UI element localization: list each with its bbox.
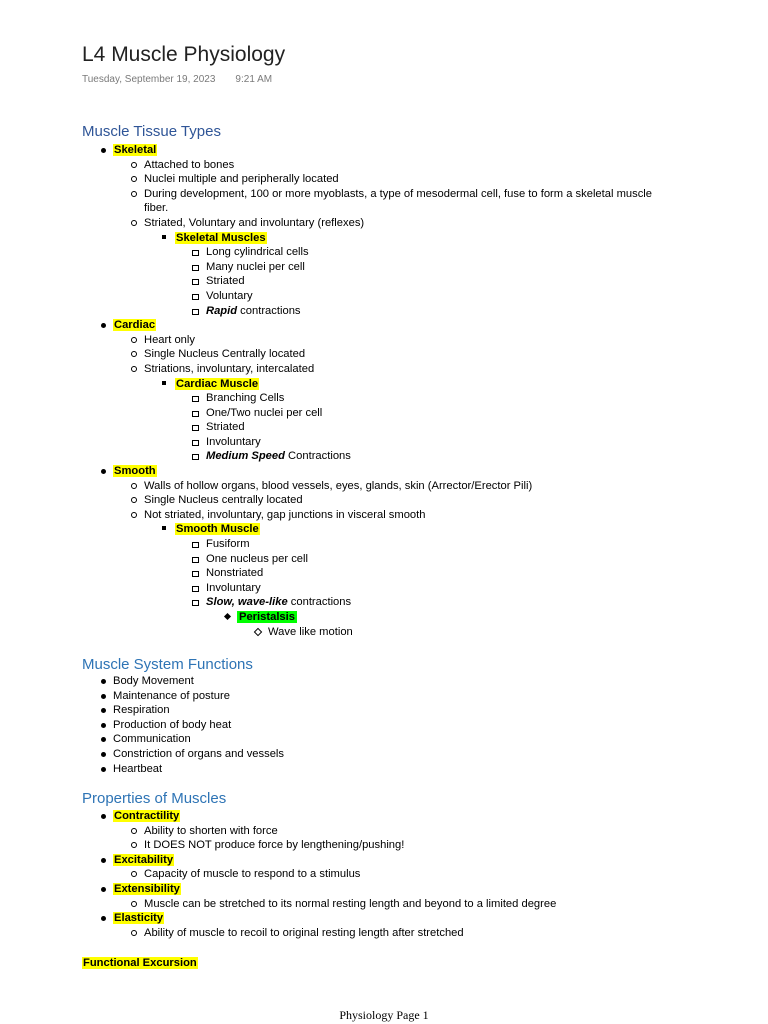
list-item	[0, 187, 768, 216]
square-bullet-icon	[162, 526, 166, 530]
list-item	[0, 318, 768, 333]
box-bullet-icon	[192, 411, 199, 417]
ring-bullet-icon	[131, 871, 137, 877]
list-item	[0, 897, 768, 912]
list-item-text: Striated	[206, 421, 245, 434]
bullet-icon	[101, 737, 106, 742]
ring-bullet-icon	[131, 220, 137, 226]
bullet-icon	[101, 814, 106, 819]
elasticity-label: Elasticity	[114, 912, 164, 925]
list-item	[0, 824, 768, 839]
list-item	[0, 420, 768, 435]
heading-muscle-tissue-types: Muscle Tissue Types	[82, 123, 221, 140]
bullet-icon	[101, 323, 106, 328]
list-item-text: Capacity of muscle to respond to a stimulus	[144, 868, 361, 881]
list-item-text: During development, 100 or more myoblasts, a type of mesodermal cell, fuse to form a skeletal muscle fiber.	[144, 187, 653, 215]
ring-bullet-icon	[131, 512, 137, 518]
list-item-text: Constriction of organs and vessels	[113, 747, 285, 760]
list-item	[0, 581, 768, 596]
list-item	[0, 391, 768, 406]
list-item-text: Fusiform	[206, 538, 250, 551]
bullet-icon	[101, 679, 106, 684]
ring-bullet-icon	[131, 176, 137, 182]
ring-bullet-icon	[131, 191, 137, 197]
box-bullet-icon	[192, 542, 199, 548]
list-item	[0, 610, 768, 625]
bullet-icon	[101, 752, 106, 757]
ring-bullet-icon	[131, 828, 137, 834]
list-item-text: Long cylindrical cells	[206, 246, 309, 259]
page-title: L4 Muscle Physiology	[82, 43, 286, 66]
list-item	[0, 853, 768, 868]
list-item-text: Single Nucleus centrally located	[144, 494, 303, 507]
heading-muscle-system-functions: Muscle System Functions	[82, 656, 253, 673]
smooth-muscle-label: Smooth Muscle	[176, 523, 259, 536]
page-timestamp	[82, 74, 272, 85]
ring-bullet-icon	[131, 337, 137, 343]
list-item-text: Attached to bones	[144, 158, 235, 171]
ring-bullet-icon	[131, 497, 137, 503]
extensibility-label: Extensibility	[114, 882, 180, 895]
list-item	[0, 347, 768, 362]
skeletal-label: Skeletal	[114, 144, 157, 156]
list-item	[0, 566, 768, 581]
bullet-icon	[101, 469, 106, 474]
list-item	[0, 537, 768, 552]
box-bullet-icon	[192, 294, 199, 300]
emphasis-text: Slow, wave-like	[206, 596, 288, 609]
list-item-text: Maintenance of posture	[113, 689, 230, 702]
list-item	[0, 809, 768, 824]
functional-excursion-label	[82, 957, 198, 969]
functions-list	[0, 674, 768, 776]
square-bullet-icon	[162, 381, 166, 385]
smooth-label: Smooth	[114, 465, 156, 478]
ring-bullet-icon	[131, 901, 137, 907]
list-item-text: Production of body heat	[113, 718, 232, 731]
bullet-icon	[101, 708, 106, 713]
cardiac-label: Cardiac	[114, 319, 156, 332]
bullet-icon	[101, 887, 106, 892]
ring-bullet-icon	[131, 483, 137, 489]
list-item-text: Communication	[113, 733, 191, 746]
square-bullet-icon	[162, 235, 166, 239]
list-item	[0, 762, 768, 777]
list-item	[0, 304, 768, 319]
list-item-text: Striations, involuntary, intercalated	[144, 362, 315, 375]
list-item	[0, 882, 768, 897]
list-item	[0, 493, 768, 508]
list-item	[0, 508, 768, 523]
bullet-icon	[101, 858, 106, 863]
list-item	[0, 747, 768, 762]
list-item-text: contractions	[237, 304, 301, 317]
list-item-text: Heart only	[144, 333, 195, 346]
box-bullet-icon	[192, 309, 199, 315]
box-bullet-icon	[192, 279, 199, 285]
box-bullet-icon	[192, 265, 199, 271]
ring-bullet-icon	[131, 351, 137, 357]
list-item-text: Single Nucleus Centrally located	[144, 348, 306, 361]
list-item-text: Nonstriated	[206, 567, 264, 580]
list-item	[0, 867, 768, 882]
list-item-text: Striated, Voluntary and involuntary (reflexes)	[144, 216, 365, 229]
list-item-text: One nucleus per cell	[206, 552, 308, 565]
list-item-text: Striated	[206, 275, 245, 288]
list-item	[0, 362, 768, 377]
ring-bullet-icon	[131, 366, 137, 372]
list-item	[0, 926, 768, 941]
list-item	[0, 732, 768, 747]
bullet-icon	[101, 916, 106, 921]
ring-bullet-icon	[131, 842, 137, 848]
ring-bullet-icon	[131, 930, 137, 936]
list-item-text: Respiration	[113, 704, 170, 717]
list-item	[0, 333, 768, 348]
list-item-text: Involuntary	[206, 435, 261, 448]
list-item-text: Many nuclei per cell	[206, 260, 305, 273]
list-item	[0, 522, 768, 537]
box-bullet-icon	[192, 600, 199, 606]
tissue-types-list	[0, 143, 768, 639]
page-date: Tuesday, September 19, 2023	[82, 74, 216, 85]
list-item	[0, 703, 768, 718]
list-item	[0, 274, 768, 289]
list-item-text: One/Two nuclei per cell	[206, 406, 323, 419]
outline-diamond-bullet-icon	[254, 627, 262, 635]
list-item-text: Nuclei multiple and peripherally located	[144, 173, 339, 186]
skeletal-muscles-label: Skeletal Muscles	[176, 231, 266, 244]
list-item-text: Voluntary	[206, 289, 253, 302]
list-item-text: Not striated, involuntary, gap junctions in visceral smooth	[144, 508, 426, 521]
list-item-text: Heartbeat	[113, 762, 163, 775]
list-item	[0, 172, 768, 187]
box-bullet-icon	[192, 440, 199, 446]
bullet-icon	[101, 148, 106, 153]
list-item-text: Walls of hollow organs, blood vessels, eyes, glands, skin (Arrector/Erector Pili)	[144, 479, 533, 492]
list-item	[0, 231, 768, 246]
functional-excursion-text: Functional Excursion	[83, 957, 197, 969]
list-item	[0, 674, 768, 689]
list-item	[0, 435, 768, 450]
box-bullet-icon	[192, 557, 199, 563]
page-footer: Physiology Page 1	[339, 1008, 429, 1022]
list-item	[0, 289, 768, 304]
box-bullet-icon	[192, 396, 199, 402]
list-item	[0, 911, 768, 926]
list-item	[0, 143, 768, 158]
box-bullet-icon	[192, 586, 199, 592]
peristalsis-label: Peristalsis	[239, 611, 295, 623]
list-item-text: Ability of muscle to recoil to original resting length after stretched	[144, 926, 464, 939]
list-item-text: Contractions	[284, 450, 351, 463]
list-item	[0, 449, 768, 464]
box-bullet-icon	[192, 571, 199, 577]
list-item	[0, 245, 768, 260]
list-item	[0, 625, 768, 640]
emphasis-text: Rapid	[206, 304, 238, 317]
diamond-bullet-icon	[224, 613, 231, 620]
list-item-text: It DOES NOT produce force by lengthening/pushing!	[144, 839, 405, 852]
properties-list	[0, 809, 768, 940]
bullet-icon	[101, 694, 106, 699]
list-item-text: Wave like motion	[268, 625, 353, 638]
list-item	[0, 260, 768, 275]
list-item	[0, 158, 768, 173]
list-item-text: Body Movement	[113, 675, 194, 687]
list-item	[0, 718, 768, 733]
page-time: 9:21 AM	[235, 74, 273, 85]
list-item-text: Involuntary	[206, 581, 261, 594]
excitability-label: Excitability	[114, 853, 174, 866]
list-item	[0, 689, 768, 704]
box-bullet-icon	[192, 454, 199, 460]
contractility-label: Contractility	[114, 810, 180, 822]
list-item-text: contractions	[287, 596, 352, 609]
box-bullet-icon	[192, 425, 199, 431]
list-item	[0, 552, 768, 567]
list-item	[0, 406, 768, 421]
list-item-text: Branching Cells	[206, 392, 285, 405]
list-item-text: Ability to shorten with force	[144, 824, 278, 837]
heading-properties-of-muscles: Properties of Muscles	[82, 790, 227, 807]
list-item	[0, 838, 768, 853]
bullet-icon	[101, 767, 106, 772]
list-item	[0, 479, 768, 494]
list-item	[0, 216, 768, 231]
list-item	[0, 377, 768, 392]
list-item-text: Muscle can be stretched to its normal resting length and beyond to a limited degree	[144, 897, 557, 910]
box-bullet-icon	[192, 250, 199, 256]
bullet-icon	[101, 723, 106, 728]
cardiac-muscle-label: Cardiac Muscle	[176, 377, 259, 390]
list-item	[0, 464, 768, 479]
ring-bullet-icon	[131, 162, 137, 168]
emphasis-text: Medium Speed	[206, 450, 285, 463]
list-item	[0, 595, 768, 610]
